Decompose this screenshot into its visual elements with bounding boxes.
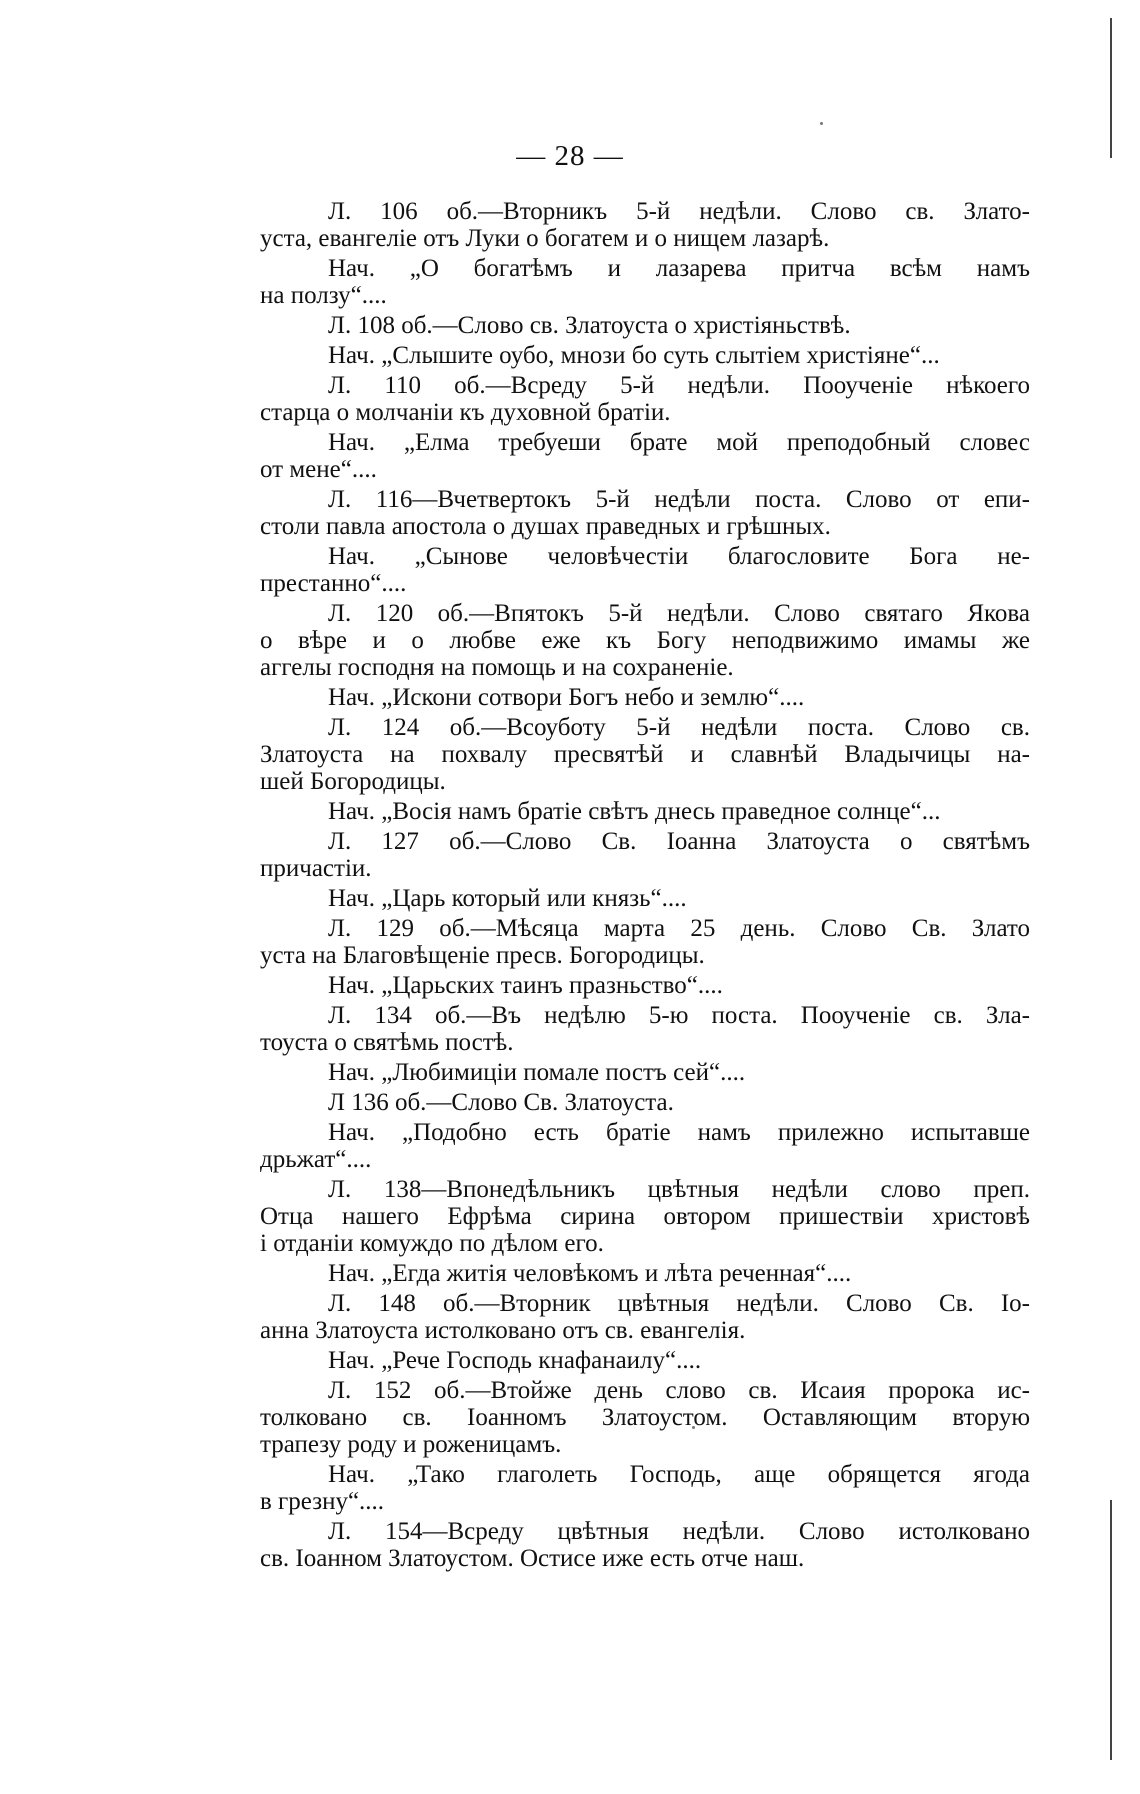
scan-edge-mark [1110,1500,1112,1760]
catalog-entry [260,1119,1030,1173]
catalog-entry [260,972,1030,999]
entry-line: уста, евангеліе отъ Луки о богатем и о нищем лазарѣ. [260,225,830,252]
entry-line: Нач. „Егда житія человѣкомъ и лѣта реченная“.... [328,1260,852,1287]
entry-line: св. Іоанном Златоустом. Остисе иже есть отче наш. [260,1545,805,1572]
catalog-entry [260,798,1030,825]
catalog-text [260,198,1030,1575]
catalog-entry [260,1089,1030,1116]
entry-line: Л. 138—Впонедѣльникъ цвѣтныя недѣли слово преп. [328,1176,1030,1203]
scan-speck [820,122,823,125]
catalog-entry [260,543,1030,597]
entry-line: о вѣре и о любве еже къ Богу неподвижимо имамы же [260,627,1030,654]
catalog-entry [260,1347,1030,1374]
catalog-entry [260,828,1030,882]
entry-line: Л. 152 об.—Втойже день слово св. Исаия пророка ис- [328,1377,1030,1404]
entry-line: Л 136 об.—Слово Св. Златоуста. [328,1089,674,1116]
entry-line: Нач. „Любимиціи помале постъ сей“.... [328,1059,746,1086]
catalog-entry [260,1518,1030,1572]
entry-line: Нач. „Царь который или князь“.... [328,885,687,912]
entry-line: тоуста о святѣмь постѣ. [260,1029,514,1056]
entry-line: аггелы господня на помощь и на сохраненіе. [260,654,734,681]
entry-line: Л. 129 об.—Мѣсяца марта 25 день. Слово Св. Злато [328,915,1030,942]
entry-line: Отца нашего Ефрѣма сирина овтором пришествіи христовѣ [260,1203,1030,1230]
entry-line: толковано св. Іоанномъ Златоустом. Оставляющим вторую [260,1404,1030,1431]
scan-edge-mark [1110,18,1112,158]
catalog-entry [260,429,1030,483]
entry-line: Нач. „Искони сотвори Богъ небо и землю“.... [328,684,805,711]
entry-line: Л. 116—Вчетвертокъ 5-й недѣли поста. Слово от епи- [328,486,1030,513]
entry-line: престанно“.... [260,570,407,597]
entry-line: Л. 148 об.—Вторник цвѣтныя недѣли. Слово Св. Іо- [328,1290,1030,1317]
entry-line: Златоуста на похвалу пресвятѣй и славнѣй Владычицы на- [260,741,1030,768]
catalog-entry [260,372,1030,426]
entry-line: Л. 154—Всреду цвѣтныя недѣли. Слово истолковано [328,1518,1030,1545]
entry-line: уста на Благовѣщеніе пресв. Богородицы. [260,942,705,969]
entry-line: Л. 110 об.—Всреду 5-й недѣли. Пооученіе нѣкоего [328,372,1030,399]
entry-line: Нач. „Восія намъ братіе свѣтъ днесь праведное солнце“... [328,798,941,825]
catalog-entry [260,1461,1030,1515]
entry-line: Л. 106 об.—Вторникъ 5-й недѣли. Слово св. Злато- [328,198,1030,225]
entry-line: Л. 127 об.—Слово Св. Іоанна Златоуста о святѣмъ [328,828,1030,855]
entry-line: Л. 124 об.—Всоуботу 5-й недѣли поста. Слово св. [328,714,1030,741]
entry-line: причастіи. [260,855,372,882]
page-number: — 28 — [516,140,624,172]
catalog-entry [260,312,1030,339]
catalog-entry [260,255,1030,309]
entry-line: Нач. „О богатѣмъ и лазарева притча всѣм намъ [328,255,1030,282]
entry-line: трапезу роду и роженицамъ. [260,1431,562,1458]
entry-line: і отданіи комуждо по дѣлом его. [260,1230,604,1257]
catalog-entry [260,342,1030,369]
entry-line: Л. 134 об.—Въ недѣлю 5-ю поста. Пооученіе св. Зла- [328,1002,1030,1029]
entry-line: от мене“.... [260,456,377,483]
catalog-entry [260,486,1030,540]
entry-line: Нач. „Сынове человѣчестіи благословите Бога не- [328,543,1030,570]
entry-line: Нач. „Слышите оубо, мнози бо суть слытіем христіяне“... [328,342,940,369]
catalog-entry [260,714,1030,795]
catalog-entry [260,198,1030,252]
entry-line: дрьжат“.... [260,1146,372,1173]
entry-line: Нач. „Царьских таинъ празньство“.... [328,972,723,999]
entry-line: столи павла апостола о душах праведных и грѣшных. [260,513,831,540]
entry-line: Нач. „Тако глаголеть Господь, аще обрящется ягода [328,1461,1030,1488]
entry-line: на ползу“.... [260,282,387,309]
entry-line: Л. 108 об.—Слово св. Златоуста о христіяньствѣ. [328,312,851,339]
catalog-entry [260,1176,1030,1257]
entry-line: в грезну“.... [260,1488,385,1515]
catalog-entry [260,1260,1030,1287]
entry-line: Нач. „Подобно есть братіе намъ прилежно испытавше [328,1119,1030,1146]
catalog-entry [260,600,1030,681]
catalog-entry [260,915,1030,969]
catalog-entry [260,1377,1030,1458]
catalog-entry [260,1002,1030,1056]
entry-line: анна Златоуста истолковано отъ св. евангелія. [260,1317,746,1344]
entry-line: Нач. „Рече Господь кнафанаилу“.... [328,1347,702,1374]
entry-line: шей Богородицы. [260,768,446,795]
catalog-entry [260,1059,1030,1086]
entry-line: Л. 120 об.—Впятокъ 5-й недѣли. Слово святаго Якова [328,600,1030,627]
catalog-entry [260,1290,1030,1344]
entry-line: Нач. „Елма требуеши брате мой преподобный словес [328,429,1030,456]
catalog-entry [260,684,1030,711]
catalog-entry [260,885,1030,912]
entry-line: старца о молчаніи къ духовной братіи. [260,399,671,426]
